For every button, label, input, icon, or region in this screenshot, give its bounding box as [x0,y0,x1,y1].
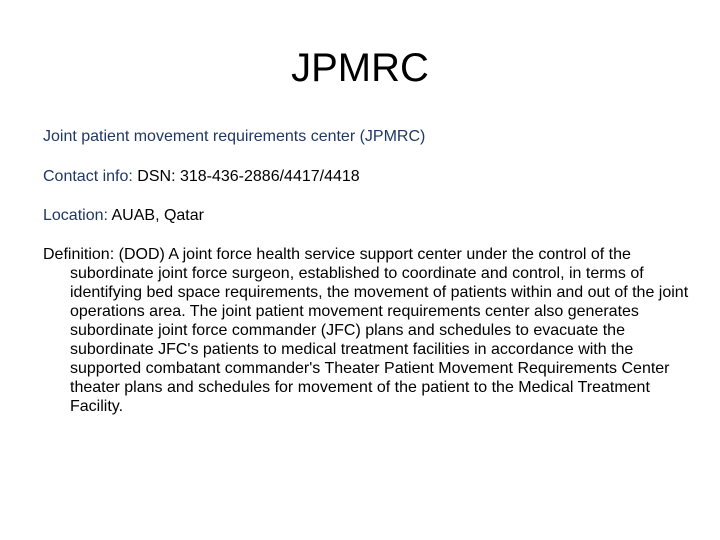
definition-text: (DOD) A joint force health service support center under the control of the subordinate joint force surgeon, established to coordinate and control, in terms of identifying bed space requirements, the movement of patients within and out of the joint operations area. The joint patient movement requirements center also generates subordinate joint force commander (JFC) plans and schedules to evacuate the subordinate JFC's patients to medical treatment facilities in accordance with the supported combatant commander's Theater Patient Movement Requirements Center theater plans and schedules for movement of the patient to the Medical Treatment Facility. [70,246,689,415]
definition-paragraph [43,245,700,416]
definition-label: Definition: [43,246,115,263]
location-value: AUAB, Qatar [111,207,204,224]
location-line [43,206,204,226]
full-name-line [43,127,425,147]
contact-info-value: DSN: 318-436-2886/4417/4418 [137,168,360,185]
contact-info-line [43,167,360,187]
full-name-text: Joint patient movement requirements center (JPMRC) [43,128,426,145]
contact-info-label: Contact info: [43,168,133,185]
slide-title: JPMRC [291,46,429,90]
location-label: Location: [43,207,108,224]
